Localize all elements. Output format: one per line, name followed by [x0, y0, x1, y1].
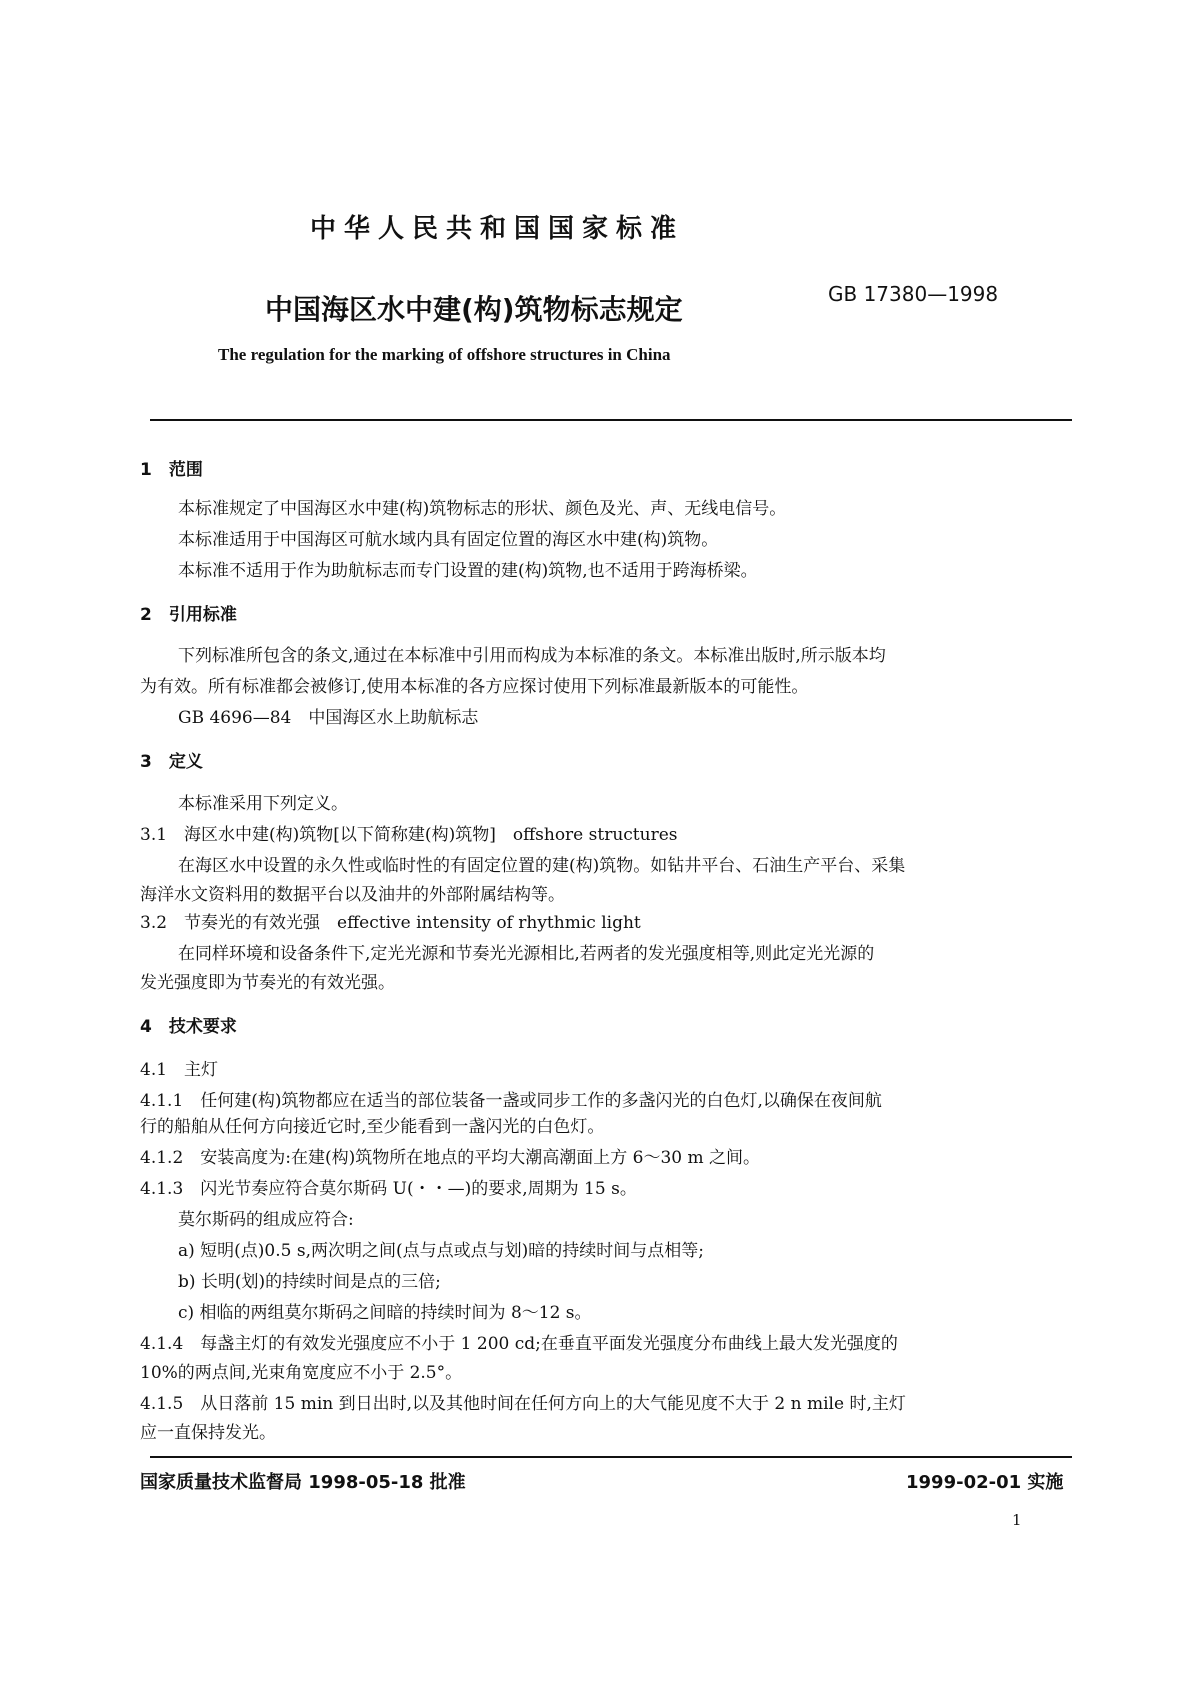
paragraph: 4.1.1 任何建(构)筑物都应在适当的部位装备一盏或同步工作的多盏闪光的白色灯,以确保在夜间航 [140, 1091, 882, 1111]
definition-term: 3.2 节奏光的有效光强 effective intensity of rhythmic light [140, 913, 641, 933]
paragraph: 应一直保持发光。 [140, 1423, 276, 1443]
section-heading-scope: 1 范围 [140, 460, 203, 480]
paragraph: 4.1.3 闪光节奏应符合莫尔斯码 U(・・—)的要求,周期为 15 s。 [140, 1179, 637, 1199]
paragraph: 4.1.2 安装高度为:在建(构)筑物所在地点的平均大潮高潮面上方 6～30 m 之间。 [140, 1148, 761, 1168]
standard-number: GB 17380—1998 [828, 282, 999, 306]
document-title: 中国海区水中建(构)筑物标志规定 [265, 293, 683, 326]
paragraph: 本标准适用于中国海区可航水域内具有固定位置的海区水中建(构)筑物。 [178, 530, 719, 550]
header-divider [150, 419, 1072, 421]
footer-divider [150, 1456, 1072, 1458]
list-item: a) 短明(点)0.5 s,两次明之间(点与点或点与划)暗的持续时间与点相等; [178, 1241, 704, 1261]
org-title: 中华人民共和国国家标准 [310, 214, 685, 244]
section-heading-requirements: 4 技术要求 [140, 1017, 237, 1037]
section-heading-definitions: 3 定义 [140, 752, 203, 772]
section-heading-references: 2 引用标准 [140, 605, 237, 625]
paragraph: 本标准采用下列定义。 [178, 794, 348, 814]
paragraph: 4.1.5 从日落前 15 min 到日出时,以及其他时间在任何方向上的大气能见度不大于 2 n mile 时,主灯 [140, 1394, 906, 1414]
paragraph: 发光强度即为节奏光的有效光强。 [140, 973, 395, 993]
paragraph: 在海区水中设置的永久性或临时性的有固定位置的建(构)筑物。如钻井平台、石油生产平台、采集 [178, 856, 906, 876]
paragraph: 行的船舶从任何方向接近它时,至少能看到一盏闪光的白色灯。 [140, 1117, 605, 1137]
paragraph: 本标准规定了中国海区水中建(构)筑物标志的形状、颜色及光、声、无线电信号。 [178, 499, 787, 519]
paragraph: 海洋水文资料用的数据平台以及油井的外部附属结构等。 [140, 885, 565, 905]
paragraph: 在同样环境和设备条件下,定光光源和节奏光光源相比,若两者的发光强度相等,则此定光光源的 [178, 944, 875, 964]
approval-note: 国家质量技术监督局 1998-05-18 批准 [140, 1472, 466, 1493]
paragraph: 本标准不适用于作为助航标志而专门设置的建(构)筑物,也不适用于跨海桥梁。 [178, 561, 758, 581]
subsection-heading: 4.1 主灯 [140, 1060, 219, 1080]
list-item: c) 相临的两组莫尔斯码之间暗的持续时间为 8～12 s。 [178, 1303, 592, 1323]
paragraph: 10%的两点间,光束角宽度应不小于 2.5°。 [140, 1363, 463, 1383]
reference-item: GB 4696—84 中国海区水上助航标志 [178, 708, 479, 728]
paragraph: 下列标准所包含的条文,通过在本标准中引用而构成为本标准的条文。本标准出版时,所示版本均 [178, 646, 886, 666]
paragraph: 4.1.4 每盏主灯的有效发光强度应不小于 1 200 cd;在垂直平面发光强度分布曲线上最大发光强度的 [140, 1334, 898, 1354]
definition-term: 3.1 海区水中建(构)筑物[以下简称建(构)筑物] offshore structures [140, 825, 678, 845]
list-item: b) 长明(划)的持续时间是点的三倍; [178, 1272, 441, 1292]
paragraph: 为有效。所有标准都会被修订,使用本标准的各方应探讨使用下列标准最新版本的可能性。 [140, 677, 809, 697]
english-title: The regulation for the marking of offshore structures in China [218, 345, 671, 364]
implementation-date: 1999-02-01 实施 [906, 1472, 1064, 1493]
page-number: 1 [1012, 1511, 1022, 1529]
paragraph: 莫尔斯码的组成应符合: [178, 1210, 354, 1230]
